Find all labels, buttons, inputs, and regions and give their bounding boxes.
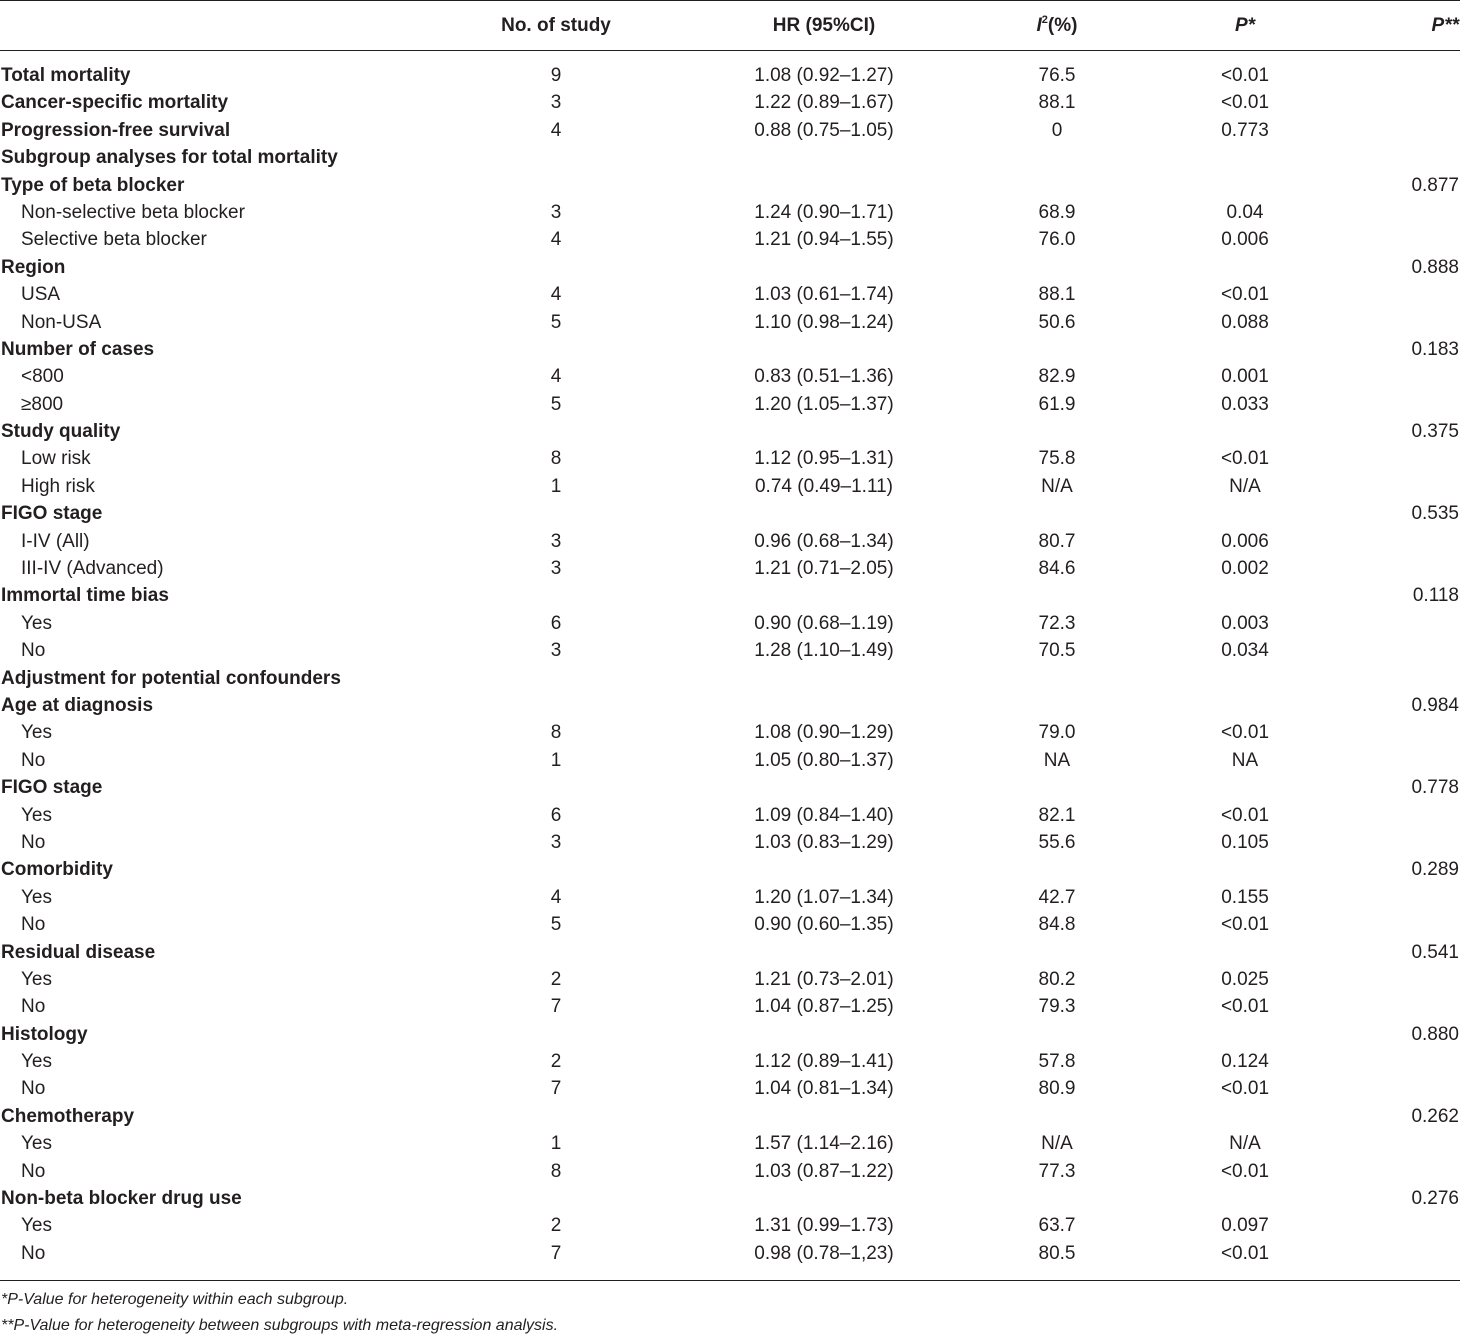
cell-hr: 1.05 (0.80–1.37) <box>754 749 894 771</box>
table-row <box>0 555 1460 582</box>
row-label: Study quality <box>1 421 121 443</box>
cell-no-of-study: 3 <box>550 92 562 114</box>
row-label: High risk <box>21 475 95 497</box>
table-row <box>0 445 1460 472</box>
cell-i2: 79.0 <box>1038 722 1076 744</box>
row-label: Yes <box>21 1215 52 1237</box>
cell-hr: 1.08 (0.90–1.29) <box>754 722 894 744</box>
cell-hr: 1.21 (0.94–1.55) <box>754 229 894 251</box>
cell-p-within: 0.04 <box>1226 201 1264 223</box>
cell-i2: 76.5 <box>1038 65 1076 86</box>
cell-no-of-study: 8 <box>550 448 562 470</box>
cell-hr: 1.12 (0.95–1.31) <box>754 448 894 470</box>
row-label: Residual disease <box>1 941 156 963</box>
cell-i2: NA <box>1043 749 1071 771</box>
row-label: Age at diagnosis <box>1 694 154 716</box>
cell-p-between: 0.183 <box>1411 338 1459 360</box>
cell-p-within: 0.773 <box>1221 119 1269 141</box>
table-row <box>0 993 1460 1020</box>
cell-hr: 1.22 (0.89–1.67) <box>754 92 894 114</box>
cell-p-between: 0.375 <box>1411 421 1459 443</box>
table-row <box>0 199 1460 226</box>
cell-hr: 1.31 (0.99–1.73) <box>754 1215 894 1237</box>
cell-no-of-study: 8 <box>550 722 562 744</box>
cell-i2: 70.5 <box>1038 640 1076 662</box>
cell-hr: 1.04 (0.87–1.25) <box>754 996 894 1018</box>
cell-p-within: NA <box>1231 749 1259 771</box>
row-label: Non-selective beta blocker <box>21 201 245 223</box>
cell-hr: 1.28 (1.10–1.49) <box>754 640 894 662</box>
table-row <box>0 1158 1460 1185</box>
cell-p-within: <0.01 <box>1220 1160 1270 1182</box>
cell-hr: 1.10 (0.98–1.24) <box>754 311 894 333</box>
cell-p-between: 0.535 <box>1411 503 1459 525</box>
table-row <box>0 1075 1460 1102</box>
row-label: III-IV (Advanced) <box>21 558 164 580</box>
cell-p-within: N/A <box>1229 475 1261 497</box>
cell-p-between: 0.877 <box>1411 174 1459 196</box>
row-label: Total mortality <box>1 65 131 86</box>
cell-no-of-study: 4 <box>550 119 562 141</box>
cell-no-of-study: 7 <box>550 1078 562 1100</box>
cell-hr: 0.74 (0.49–1.11) <box>754 475 894 497</box>
cell-hr: 0.88 (0.75–1.05) <box>754 119 894 141</box>
cell-hr: 0.90 (0.60–1.35) <box>754 914 894 936</box>
row-label: Number of cases <box>1 338 155 360</box>
row-label: Type of beta blocker <box>1 174 185 196</box>
cell-hr: 1.21 (0.73–2.01) <box>754 968 894 990</box>
row-label: Yes <box>21 968 52 990</box>
cell-no-of-study: 7 <box>550 1242 562 1264</box>
cell-i2: 80.7 <box>1038 530 1076 552</box>
row-label: Comorbidity <box>1 859 113 881</box>
table-row <box>0 637 1460 664</box>
cell-p-within: 0.006 <box>1221 530 1269 552</box>
row-label: Yes <box>21 722 52 744</box>
cell-i2: 42.7 <box>1038 886 1076 908</box>
cell-i2: 79.3 <box>1038 996 1076 1018</box>
table-row <box>0 802 1460 829</box>
cell-i2: 63.7 <box>1038 1215 1076 1237</box>
header-i2-base: I <box>1036 15 1042 36</box>
cell-i2: 88.1 <box>1038 92 1076 114</box>
table-row <box>0 226 1460 253</box>
cell-no-of-study: 3 <box>550 831 562 853</box>
table-section-row <box>0 254 1460 281</box>
cell-p-within: 0.025 <box>1221 968 1269 990</box>
cell-p-between: 0.118 <box>1412 585 1459 607</box>
table-row <box>0 610 1460 637</box>
cell-hr: 0.96 (0.68–1.34) <box>754 530 894 552</box>
cell-p-within: <0.01 <box>1220 914 1270 936</box>
cell-p-within: <0.01 <box>1220 92 1270 114</box>
cell-p-between: 0.541 <box>1411 941 1459 963</box>
cell-hr: 1.20 (1.07–1.34) <box>754 886 894 908</box>
cell-p-between: 0.880 <box>1411 1023 1459 1045</box>
table-row <box>0 829 1460 856</box>
cell-no-of-study: 3 <box>550 640 562 662</box>
cell-hr: 1.21 (0.71–2.05) <box>754 558 894 580</box>
row-label: Yes <box>21 886 52 908</box>
cell-p-between: 0.778 <box>1411 777 1459 799</box>
table-row <box>0 473 1460 500</box>
cell-no-of-study: 3 <box>550 530 562 552</box>
cell-i2: 80.9 <box>1038 1078 1076 1100</box>
header-i2-suffix: (%) <box>1047 15 1078 36</box>
row-label: Yes <box>21 1051 52 1073</box>
row-label: Progression-free survival <box>1 119 231 141</box>
cell-no-of-study: 8 <box>550 1160 562 1182</box>
header-p-within: P* <box>1234 15 1256 36</box>
table-row <box>0 281 1460 308</box>
table-section-row <box>0 774 1460 801</box>
table-section-row <box>0 582 1460 609</box>
header-p-between: P** <box>1431 15 1459 36</box>
table-row <box>0 309 1460 336</box>
cell-p-within: 0.097 <box>1221 1215 1269 1237</box>
cell-i2: 88.1 <box>1038 284 1076 306</box>
table-section-row <box>0 117 1460 144</box>
row-label: FIGO stage <box>1 503 103 525</box>
cell-i2: 76.0 <box>1038 229 1076 251</box>
cell-p-between: 0.984 <box>1411 694 1459 716</box>
cell-no-of-study: 1 <box>550 475 562 497</box>
cell-p-within: 0.124 <box>1221 1051 1269 1073</box>
table-section-row <box>0 500 1460 527</box>
table-section-row <box>0 1103 1460 1130</box>
row-label: No <box>21 1242 46 1264</box>
row-label: Low risk <box>21 448 91 470</box>
table-section-row <box>0 418 1460 445</box>
cell-i2: N/A <box>1041 1133 1073 1155</box>
cell-p-within: N/A <box>1229 1133 1261 1155</box>
table-row <box>0 528 1460 555</box>
cell-p-within: 0.088 <box>1221 311 1269 333</box>
cell-i2: 84.6 <box>1038 558 1076 580</box>
row-label: Yes <box>21 612 52 634</box>
cell-no-of-study: 6 <box>550 612 562 634</box>
cell-no-of-study: 4 <box>550 229 562 251</box>
cell-i2: 55.6 <box>1038 831 1076 853</box>
cell-i2: 0 <box>1051 119 1063 141</box>
table-row <box>0 1240 1460 1267</box>
cell-no-of-study: 2 <box>550 968 562 990</box>
cell-i2: 72.3 <box>1038 612 1076 634</box>
row-label: Non-beta blocker drug use <box>1 1188 242 1210</box>
cell-i2: 80.2 <box>1038 968 1076 990</box>
table-row <box>0 966 1460 993</box>
header-no-of-study: No. of study <box>501 15 611 36</box>
cell-p-within: 0.155 <box>1221 886 1269 908</box>
cell-p-within: <0.01 <box>1220 65 1270 86</box>
table-row <box>0 884 1460 911</box>
row-label: ≥800 <box>21 393 64 415</box>
header-i2-sup: 2 <box>1041 14 1048 26</box>
cell-hr: 1.03 (0.61–1.74) <box>754 284 894 306</box>
cell-no-of-study: 3 <box>550 558 562 580</box>
cell-i2: 84.8 <box>1038 914 1076 936</box>
row-label: Yes <box>21 804 52 826</box>
table-section-row <box>0 62 1460 89</box>
cell-p-within: 0.006 <box>1221 229 1269 251</box>
row-label: Region <box>1 256 66 278</box>
row-label: FIGO stage <box>1 777 103 799</box>
table-section-row <box>0 144 1460 171</box>
row-label: No <box>21 1160 46 1182</box>
table-row <box>0 1048 1460 1075</box>
cell-hr: 1.09 (0.84–1.40) <box>754 804 894 826</box>
table-bottom-rule <box>0 1280 1460 1281</box>
row-label: No <box>21 996 46 1018</box>
header-i2 <box>957 12 1157 39</box>
cell-hr: 1.57 (1.14–2.16) <box>754 1133 894 1155</box>
cell-p-between: 0.289 <box>1411 859 1459 881</box>
row-label: No <box>21 1078 46 1100</box>
cell-i2: 57.8 <box>1038 1051 1076 1073</box>
table-row <box>0 391 1460 418</box>
cell-hr: 1.12 (0.89–1.41) <box>754 1051 894 1073</box>
cell-i2: 75.8 <box>1038 448 1076 470</box>
row-label: Cancer-specific mortality <box>1 92 229 114</box>
table-section-row <box>0 856 1460 883</box>
row-label: Non-USA <box>21 311 102 333</box>
cell-i2: 50.6 <box>1038 311 1076 333</box>
row-label: No <box>21 831 46 853</box>
footnote-between: **P-Value for heterogeneity between subgroups with meta-regression analysis. <box>1 1317 559 1334</box>
cell-p-between: 0.262 <box>1411 1105 1459 1127</box>
cell-hr: 0.90 (0.68–1.19) <box>754 612 894 634</box>
cell-no-of-study: 4 <box>550 366 562 388</box>
cell-p-within: 0.002 <box>1221 558 1269 580</box>
cell-no-of-study: 9 <box>550 65 562 86</box>
cell-i2: 80.5 <box>1038 1242 1076 1264</box>
cell-p-within: <0.01 <box>1220 448 1270 470</box>
row-label: Yes <box>21 1133 52 1155</box>
cell-no-of-study: 2 <box>550 1051 562 1073</box>
row-label: I-IV (All) <box>21 530 90 552</box>
row-label: Histology <box>1 1023 88 1045</box>
cell-no-of-study: 5 <box>550 311 562 333</box>
row-label: No <box>21 749 46 771</box>
table-row <box>0 911 1460 938</box>
cell-p-within: <0.01 <box>1220 804 1270 826</box>
table-header <box>0 0 1460 50</box>
cell-p-within: <0.01 <box>1220 284 1270 306</box>
cell-p-between: 0.276 <box>1411 1188 1459 1210</box>
table-section-row <box>0 336 1460 363</box>
header-rule <box>0 50 1460 51</box>
cell-no-of-study: 6 <box>550 804 562 826</box>
table-body <box>0 62 1460 1267</box>
cell-hr: 1.03 (0.83–1.29) <box>754 831 894 853</box>
cell-no-of-study: 1 <box>550 1133 562 1155</box>
cell-p-within: <0.01 <box>1220 1078 1270 1100</box>
cell-p-within: 0.105 <box>1221 831 1269 853</box>
cell-no-of-study: 3 <box>550 201 562 223</box>
cell-i2: 61.9 <box>1038 393 1076 415</box>
cell-no-of-study: 5 <box>550 914 562 936</box>
cell-p-within: 0.003 <box>1221 612 1269 634</box>
cell-p-between: 0.888 <box>1411 256 1459 278</box>
cell-hr: 0.83 (0.51–1.36) <box>754 366 894 388</box>
table-section-row <box>0 665 1460 692</box>
table-row <box>0 747 1460 774</box>
cell-hr: 1.04 (0.81–1.34) <box>754 1078 894 1100</box>
cell-p-within: 0.001 <box>1221 366 1269 388</box>
cell-p-within: 0.033 <box>1221 393 1269 415</box>
cell-i2: 68.9 <box>1038 201 1076 223</box>
row-label: Chemotherapy <box>1 1105 135 1127</box>
header-hr: HR (95%CI) <box>772 15 876 36</box>
cell-p-within: <0.01 <box>1220 996 1270 1018</box>
row-label: Adjustment for potential confounders <box>1 667 341 689</box>
cell-no-of-study: 4 <box>550 284 562 306</box>
cell-hr: 1.24 (0.90–1.71) <box>754 201 894 223</box>
cell-i2: N/A <box>1041 475 1073 497</box>
cell-p-within: <0.01 <box>1220 1242 1270 1264</box>
table-row <box>0 1212 1460 1239</box>
row-label: Subgroup analyses for total mortality <box>1 147 338 169</box>
cell-hr: 1.08 (0.92–1.27) <box>754 65 894 86</box>
cell-no-of-study: 5 <box>550 393 562 415</box>
row-label: USA <box>21 284 61 306</box>
cell-no-of-study: 7 <box>550 996 562 1018</box>
cell-p-within: 0.034 <box>1221 640 1269 662</box>
table-section-row <box>0 1021 1460 1048</box>
cell-i2: 82.1 <box>1038 804 1076 826</box>
cell-hr: 1.03 (0.87–1.22) <box>754 1160 894 1182</box>
table-section-row <box>0 172 1460 199</box>
table-section-row <box>0 939 1460 966</box>
table-row <box>0 363 1460 390</box>
cell-hr: 0.98 (0.78–1,23) <box>754 1242 894 1264</box>
table-row <box>0 1130 1460 1157</box>
cell-i2: 82.9 <box>1038 366 1076 388</box>
table-section-row <box>0 692 1460 719</box>
table-section-row <box>0 89 1460 116</box>
row-label: Immortal time bias <box>1 585 169 607</box>
cell-no-of-study: 2 <box>550 1215 562 1237</box>
cell-p-within: <0.01 <box>1220 722 1270 744</box>
cell-no-of-study: 4 <box>550 886 562 908</box>
cell-i2: 77.3 <box>1038 1160 1076 1182</box>
footnote-within: *P-Value for heterogeneity within each subgroup. <box>1 1291 349 1308</box>
row-label: Selective beta blocker <box>21 229 207 251</box>
cell-hr: 1.20 (1.05–1.37) <box>754 393 894 415</box>
table-row <box>0 719 1460 746</box>
table-section-row <box>0 1185 1460 1212</box>
row-label: <800 <box>21 366 64 388</box>
row-label: No <box>21 914 46 936</box>
cell-no-of-study: 1 <box>550 749 562 771</box>
row-label: No <box>21 640 46 662</box>
